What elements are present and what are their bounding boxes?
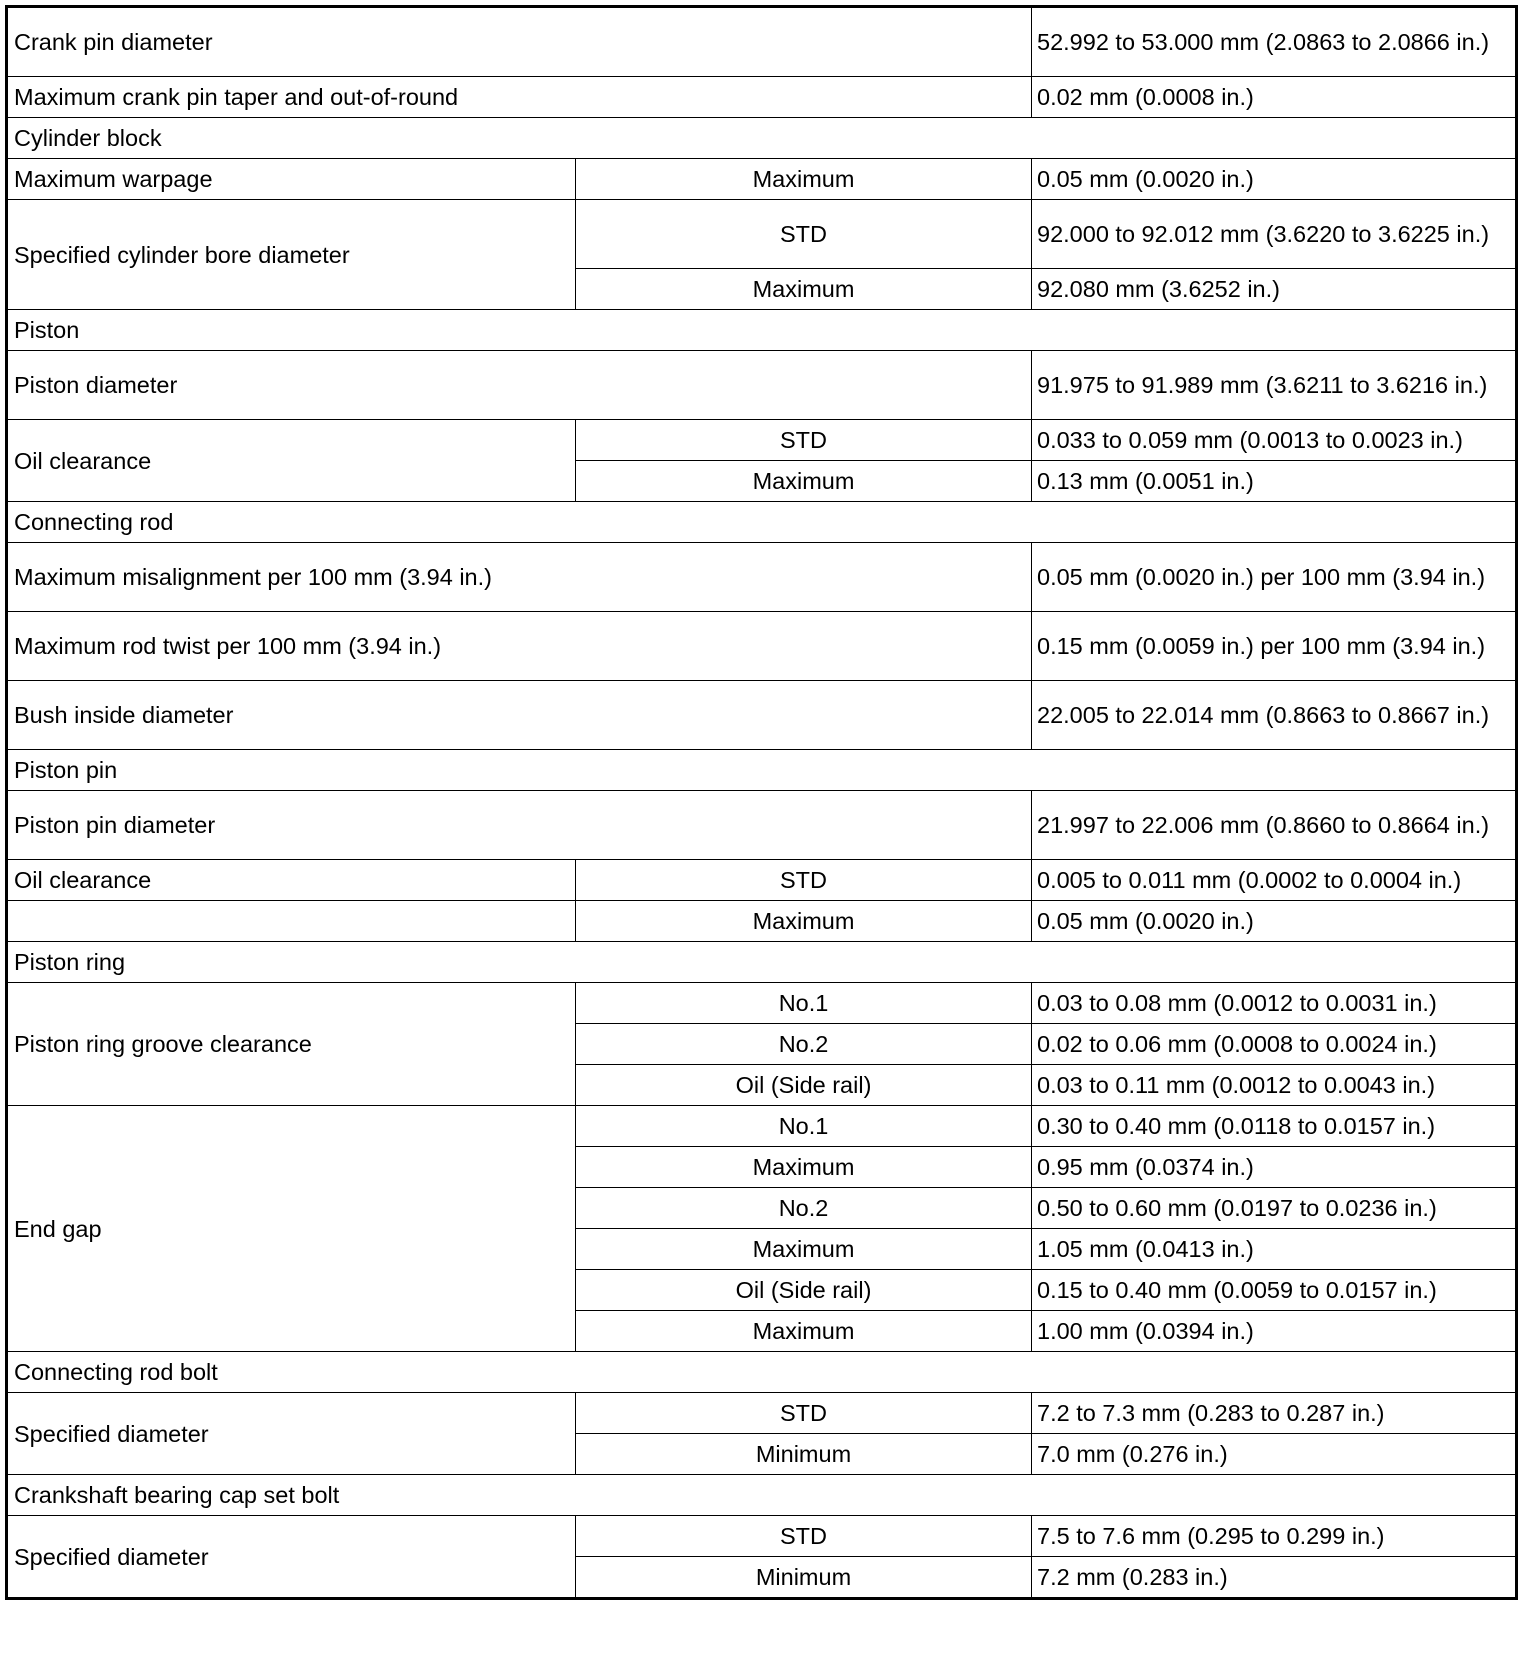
- row-label: Bush inside diameter: [7, 681, 1032, 750]
- row-condition: STD: [576, 1516, 1032, 1557]
- row-condition: No.2: [576, 1188, 1032, 1229]
- row-value: 22.005 to 22.014 mm (0.8663 to 0.8667 in.): [1032, 681, 1517, 750]
- row-value: 0.05 mm (0.0020 in.) per 100 mm (3.94 in.): [1032, 543, 1517, 612]
- row-value: 7.2 mm (0.283 in.): [1032, 1557, 1517, 1599]
- table-row: [7, 159, 1517, 200]
- table-row: [7, 612, 1517, 681]
- section-row: [7, 750, 1517, 791]
- section-row: [7, 1352, 1517, 1393]
- row-value: 0.15 to 0.40 mm (0.0059 to 0.0157 in.): [1032, 1270, 1517, 1311]
- row-value: 0.13 mm (0.0051 in.): [1032, 461, 1517, 502]
- table-row: [7, 7, 1517, 77]
- table-row: [7, 983, 1517, 1024]
- row-value: 21.997 to 22.006 mm (0.8660 to 0.8664 in.): [1032, 791, 1517, 860]
- row-condition: Maximum: [576, 159, 1032, 200]
- table-row: [7, 1516, 1517, 1557]
- row-value: 7.5 to 7.6 mm (0.295 to 0.299 in.): [1032, 1516, 1517, 1557]
- section-heading: Connecting rod: [7, 502, 1517, 543]
- section-heading: Piston: [7, 310, 1517, 351]
- row-condition: Maximum: [576, 1311, 1032, 1352]
- row-label: Oil clearance: [7, 420, 576, 502]
- row-label: Specified diameter: [7, 1393, 576, 1475]
- table-row: [7, 791, 1517, 860]
- row-label: Maximum crank pin taper and out-of-round: [7, 77, 1032, 118]
- row-condition: No.1: [576, 983, 1032, 1024]
- row-value: 0.033 to 0.059 mm (0.0013 to 0.0023 in.): [1032, 420, 1517, 461]
- row-value: 0.15 mm (0.0059 in.) per 100 mm (3.94 in.): [1032, 612, 1517, 681]
- table-row: [7, 200, 1517, 269]
- row-condition: Minimum: [576, 1557, 1032, 1599]
- row-condition: No.2: [576, 1024, 1032, 1065]
- row-label: End gap: [7, 1106, 576, 1352]
- row-condition: Minimum: [576, 1434, 1032, 1475]
- section-row: [7, 1475, 1517, 1516]
- row-label: Piston ring groove clearance: [7, 983, 576, 1106]
- row-label: Oil clearance: [7, 860, 576, 901]
- table-row: [7, 860, 1517, 901]
- specification-table: [5, 5, 1518, 1600]
- row-label: Maximum warpage: [7, 159, 576, 200]
- row-value: 0.03 to 0.11 mm (0.0012 to 0.0043 in.): [1032, 1065, 1517, 1106]
- row-value: 0.50 to 0.60 mm (0.0197 to 0.0236 in.): [1032, 1188, 1517, 1229]
- row-condition: Maximum: [576, 269, 1032, 310]
- row-value: 92.080 mm (3.6252 in.): [1032, 269, 1517, 310]
- row-value: 92.000 to 92.012 mm (3.6220 to 3.6225 in.): [1032, 200, 1517, 269]
- table-row: [7, 543, 1517, 612]
- table-row: [7, 420, 1517, 461]
- row-condition: Oil (Side rail): [576, 1065, 1032, 1106]
- table-row: [7, 1393, 1517, 1434]
- row-label: Maximum rod twist per 100 mm (3.94 in.): [7, 612, 1032, 681]
- section-heading: Crankshaft bearing cap set bolt: [7, 1475, 1517, 1516]
- table-row: [7, 77, 1517, 118]
- section-row: [7, 502, 1517, 543]
- row-value: 0.005 to 0.011 mm (0.0002 to 0.0004 in.): [1032, 860, 1517, 901]
- row-value: 0.05 mm (0.0020 in.): [1032, 901, 1517, 942]
- row-value: 7.0 mm (0.276 in.): [1032, 1434, 1517, 1475]
- spec-table-container: [5, 5, 1515, 1600]
- section-heading: Piston pin: [7, 750, 1517, 791]
- row-value: 0.02 mm (0.0008 in.): [1032, 77, 1517, 118]
- row-value: 0.05 mm (0.0020 in.): [1032, 159, 1517, 200]
- table-row: [7, 1106, 1517, 1147]
- row-condition: STD: [576, 860, 1032, 901]
- table-row: [7, 681, 1517, 750]
- row-value: 91.975 to 91.989 mm (3.6211 to 3.6216 in.): [1032, 351, 1517, 420]
- row-value: 0.30 to 0.40 mm (0.0118 to 0.0157 in.): [1032, 1106, 1517, 1147]
- section-row: [7, 310, 1517, 351]
- row-condition: STD: [576, 1393, 1032, 1434]
- section-row: [7, 942, 1517, 983]
- row-value: 0.95 mm (0.0374 in.): [1032, 1147, 1517, 1188]
- row-label: Piston diameter: [7, 351, 1032, 420]
- row-value: 1.05 mm (0.0413 in.): [1032, 1229, 1517, 1270]
- table-row: [7, 901, 1517, 942]
- row-label: Piston pin diameter: [7, 791, 1032, 860]
- row-condition: Maximum: [576, 461, 1032, 502]
- row-label: Crank pin diameter: [7, 7, 1032, 77]
- section-heading: Piston ring: [7, 942, 1517, 983]
- section-heading: Cylinder block: [7, 118, 1517, 159]
- table-row: [7, 351, 1517, 420]
- row-label: Specified cylinder bore diameter: [7, 200, 576, 310]
- row-condition: STD: [576, 200, 1032, 269]
- row-condition: Maximum: [576, 901, 1032, 942]
- row-label: Specified diameter: [7, 1516, 576, 1599]
- row-value: 52.992 to 53.000 mm (2.0863 to 2.0866 in.): [1032, 7, 1517, 77]
- row-value: 1.00 mm (0.0394 in.): [1032, 1311, 1517, 1352]
- section-row: [7, 118, 1517, 159]
- row-value: 0.02 to 0.06 mm (0.0008 to 0.0024 in.): [1032, 1024, 1517, 1065]
- row-condition: Maximum: [576, 1229, 1032, 1270]
- row-label-empty: [7, 901, 576, 942]
- row-condition: No.1: [576, 1106, 1032, 1147]
- row-value: 0.03 to 0.08 mm (0.0012 to 0.0031 in.): [1032, 983, 1517, 1024]
- row-value: 7.2 to 7.3 mm (0.283 to 0.287 in.): [1032, 1393, 1517, 1434]
- row-label: Maximum misalignment per 100 mm (3.94 in.): [7, 543, 1032, 612]
- row-condition: Oil (Side rail): [576, 1270, 1032, 1311]
- row-condition: Maximum: [576, 1147, 1032, 1188]
- section-heading: Connecting rod bolt: [7, 1352, 1517, 1393]
- row-condition: STD: [576, 420, 1032, 461]
